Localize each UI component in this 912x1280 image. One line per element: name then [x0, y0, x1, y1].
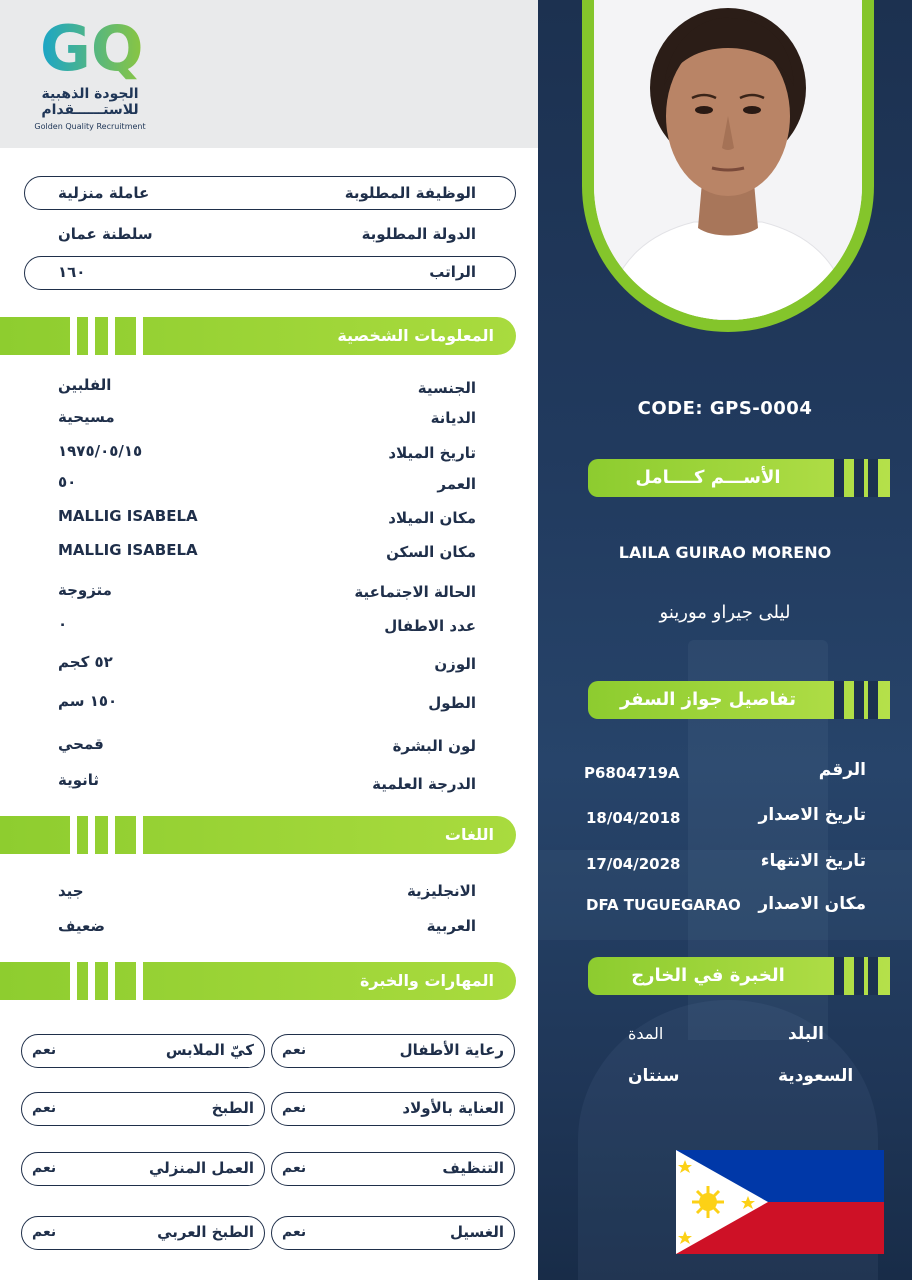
passport-place-label: مكان الاصدار — [758, 894, 866, 914]
skill-arabic-cooking — [21, 1216, 265, 1250]
english-label: الانجليزية — [406, 882, 476, 900]
skill-childcare — [271, 1034, 515, 1068]
candidate-photo-icon — [594, 0, 862, 320]
experience-country-header: البلد — [788, 1024, 824, 1044]
residence-label: مكان السكن — [386, 543, 476, 561]
skill-cooking — [21, 1092, 265, 1126]
height-value: ١٥٠ سم — [58, 692, 118, 710]
height-label: الطول — [428, 694, 476, 712]
children-label: عدد الاطفال — [384, 617, 476, 635]
skill-ironing — [21, 1034, 265, 1068]
skill-label: الغسيل — [449, 1223, 504, 1241]
skill-label: الطبخ — [211, 1099, 254, 1117]
experience-title: الخبرة في الخارج — [631, 965, 785, 986]
weight-value: ٥٢ كجم — [58, 653, 113, 671]
skill-label: العناية بالأولاد — [402, 1099, 504, 1117]
religion-label: الديانة — [430, 409, 476, 427]
svg-text:GQ: GQ — [40, 12, 144, 82]
skills-banner — [0, 962, 516, 1000]
nationality-label: الجنسية — [417, 379, 476, 397]
age-label: العمر — [437, 475, 476, 493]
skin-color-value: قمحي — [58, 735, 104, 753]
nationality-value: الفلبين — [58, 376, 112, 394]
experience-duration-value: سنتان — [628, 1066, 680, 1086]
skill-kids-care — [271, 1092, 515, 1126]
skill-label: الطبخ العربي — [157, 1223, 254, 1241]
passport-number-value: P6804719A — [584, 764, 680, 782]
passport-place-value: DFA TUGUEGARAO — [586, 896, 741, 914]
marital-status-value: متزوجة — [58, 581, 112, 599]
languages-banner — [0, 816, 516, 854]
full-name-title: الأســـم كــــامل — [635, 467, 781, 488]
education-label: الدرجة العلمية — [372, 775, 476, 793]
passport-title: تفاصيل جواز السفر — [619, 689, 796, 710]
skill-value: نعم — [32, 1100, 57, 1116]
experience-duration-header: المدة — [628, 1024, 664, 1043]
english-value: جيد — [58, 882, 84, 900]
skill-value: نعم — [282, 1224, 307, 1240]
photo-frame — [582, 0, 874, 332]
logo-header — [0, 0, 538, 148]
logo-english-text: Golden Quality Recruitment — [34, 122, 146, 131]
philippines-flag-icon — [676, 1150, 884, 1254]
birthplace-label: مكان الميلاد — [388, 509, 476, 527]
name-english: LAILA GUIRAO MORENO — [618, 543, 832, 562]
passport-issue-label: تاريخ الاصدار — [758, 805, 866, 825]
skin-color-label: لون البشرة — [392, 737, 476, 755]
marital-status-label: الحالة الاجتماعية — [354, 583, 476, 601]
job-position-label: الوظيفة المطلوبة — [344, 184, 476, 202]
residence-value: MALLIG ISABELA — [58, 541, 198, 559]
right-panel — [538, 0, 912, 1280]
full-name-banner — [588, 459, 890, 497]
candidate-code: CODE: GPS-0004 — [637, 398, 813, 419]
passport-banner — [588, 681, 890, 719]
skill-label: العمل المنزلي — [149, 1159, 254, 1177]
birthdate-value: ١٩٧٥/٠٥/١٥ — [58, 442, 143, 460]
gq-logo-icon — [34, 12, 150, 82]
job-country-label: الدولة المطلوبة — [361, 225, 476, 243]
personal-info-banner — [0, 317, 516, 355]
age-value: ٥٠ — [58, 473, 77, 491]
skill-value: نعم — [32, 1042, 57, 1058]
arabic-value: ضعيف — [58, 917, 105, 935]
education-value: ثانوية — [58, 771, 100, 789]
job-country-value: سلطنة عمان — [58, 225, 153, 243]
skill-housework — [21, 1152, 265, 1186]
skill-label: كيّ الملابس — [165, 1041, 254, 1059]
experience-country-value: السعودية — [778, 1066, 854, 1086]
skill-value: نعم — [32, 1160, 57, 1176]
experience-banner — [588, 957, 890, 995]
skill-laundry — [271, 1216, 515, 1250]
passport-number-label: الرقم — [818, 760, 866, 780]
salary-value: ١٦٠ — [58, 263, 86, 281]
weight-label: الوزن — [434, 655, 476, 673]
skill-value: نعم — [32, 1224, 57, 1240]
skill-value: نعم — [282, 1100, 307, 1116]
religion-value: مسيحية — [58, 408, 115, 426]
passport-issue-value: 18/04/2018 — [586, 809, 681, 827]
salary-label: الراتب — [429, 263, 476, 281]
passport-expiry-label: تاريخ الانتهاء — [760, 851, 866, 871]
languages-title: اللغات — [444, 825, 494, 844]
skill-value: نعم — [282, 1160, 307, 1176]
job-position-value: عاملة منزلية — [58, 184, 150, 202]
logo-arabic-text: الجودة الذهبية للاستــــــقدام — [41, 86, 139, 118]
skill-label: رعاية الأطفال — [399, 1041, 504, 1059]
candidate-photo — [594, 0, 862, 320]
birthplace-value: MALLIG ISABELA — [58, 507, 198, 525]
skill-label: التنظيف — [442, 1159, 504, 1177]
skill-cleaning — [271, 1152, 515, 1186]
personal-info-title: المعلومات الشخصية — [337, 326, 494, 345]
skill-value: نعم — [282, 1042, 307, 1058]
passport-expiry-value: 17/04/2028 — [586, 855, 681, 873]
name-arabic: ليلى جيراو مورينو — [659, 602, 791, 623]
children-value: ٠ — [58, 615, 68, 633]
arabic-label: العربية — [426, 917, 476, 935]
birthdate-label: تاريخ الميلاد — [388, 444, 476, 462]
skills-title: المهارات والخبرة — [359, 971, 494, 990]
